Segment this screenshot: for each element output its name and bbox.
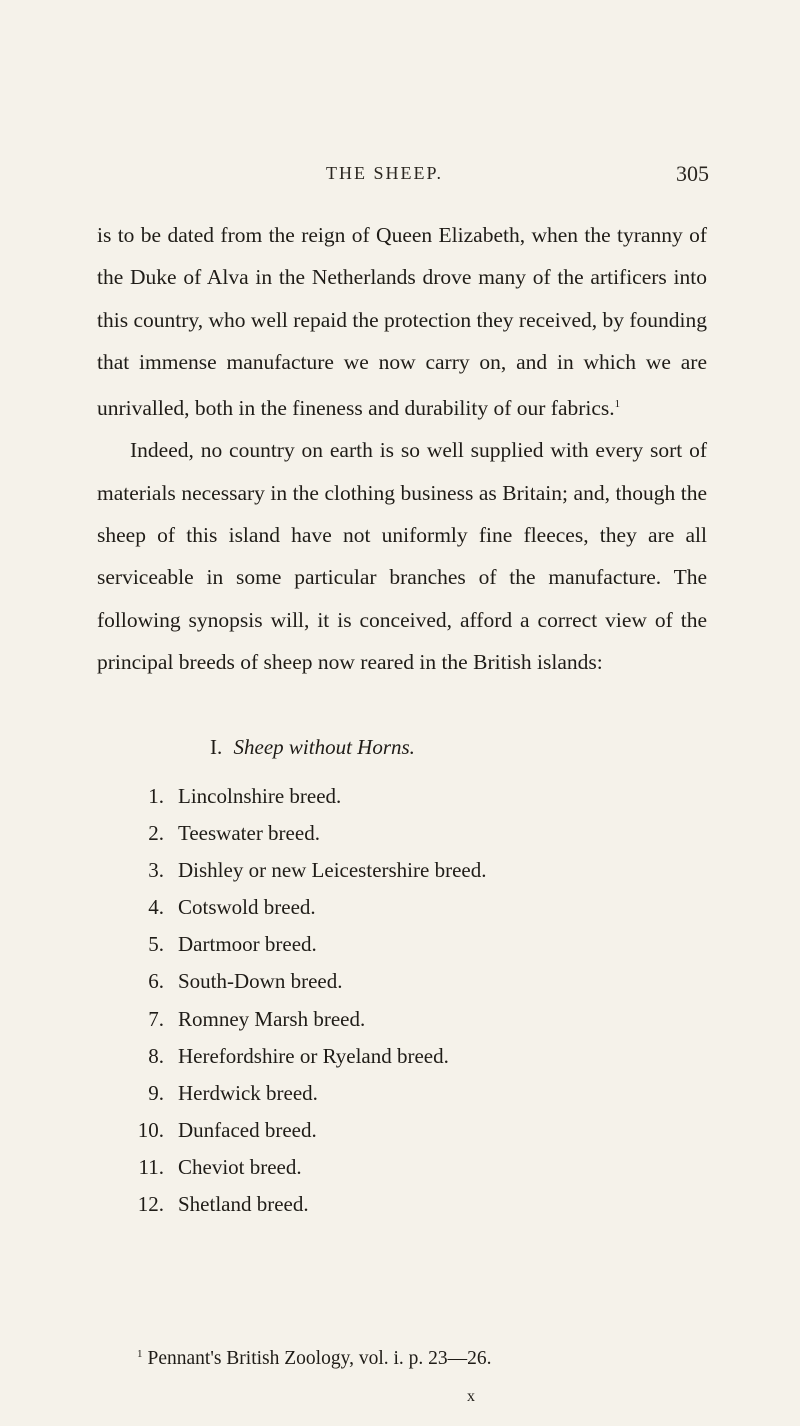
breed-number: 11.: [138, 1154, 164, 1179]
breed-number: 3.: [148, 858, 164, 883]
breed-item: [130, 1075, 486, 1112]
footnote-marker: 1: [137, 1348, 143, 1360]
breed-name: Romney Marsh breed.: [178, 1006, 366, 1031]
breed-number: 12.: [137, 1192, 164, 1217]
breed-list: [130, 778, 486, 1223]
breed-number: 8.: [148, 1043, 164, 1068]
breed-number: 7.: [148, 1006, 164, 1031]
breed-item: [130, 1001, 486, 1038]
breed-number: 5.: [148, 932, 164, 957]
footnote: [137, 1348, 492, 1370]
running-title: THE SHEEP.: [326, 163, 444, 183]
paragraph-1: [97, 214, 707, 429]
breed-item: [130, 778, 486, 815]
breed-name: Dartmoor breed.: [178, 932, 317, 957]
breed-name: Cotswold breed.: [178, 895, 316, 920]
breed-name: Lincolnshire breed.: [178, 784, 342, 808]
breed-item: [130, 963, 486, 1000]
breed-number: 4.: [148, 895, 164, 920]
breed-item: [130, 926, 486, 963]
section-title: Sheep without Horns.: [233, 735, 415, 759]
breed-number: 9.: [148, 1080, 164, 1105]
breed-name: Teeswater breed.: [178, 821, 320, 846]
breed-number: 6.: [148, 969, 164, 994]
body-text: [97, 214, 707, 683]
breed-name: Cheviot breed.: [178, 1154, 302, 1179]
breed-item: [130, 852, 486, 889]
breed-number: 2.: [148, 821, 164, 846]
breed-name: Shetland breed.: [178, 1192, 309, 1217]
breed-name: Dunfaced breed.: [178, 1117, 317, 1142]
signature-mark: x: [467, 1388, 475, 1405]
breed-item: [130, 1186, 486, 1223]
footnote-reference: 1: [614, 398, 621, 411]
page-number: 305: [676, 161, 709, 186]
paragraph-2: Indeed, no country on earth is so well supplied with every sort of materials necessary in the clothing business as Britain; and, though the sheep of this island have not uniformly fine fleeces, they are all serviceable in some particular branches of the manufacture. The following synopsis will, it is conceived, afford a correct view of the principal breeds of sheep now reared in the British islands:: [97, 438, 707, 674]
breed-item: [130, 1038, 486, 1075]
breed-number: 10.: [137, 1117, 164, 1142]
breed-item: [130, 1112, 486, 1149]
breed-name: South-Down breed.: [178, 969, 343, 994]
breed-item: [130, 1149, 486, 1186]
paragraph-1-text: is to be dated from the reign of Queen Elizabeth, when the tyranny of the Duke of Alva in the Netherlands drove many of the artificers into this country, who well repaid the protection they received, by founding that immense manufacture we now carry on, and in which we are unrivalled, both in the fineness and durability of our fabrics.: [97, 223, 707, 421]
footnote-text: Pennant's British Zoology, vol. i. p. 23—26.: [147, 1348, 492, 1369]
breed-name: Herefordshire or Ryeland breed.: [178, 1043, 449, 1068]
breed-name: Herdwick breed.: [178, 1080, 318, 1105]
breed-item: [130, 889, 486, 926]
breed-number: 1.: [148, 784, 164, 808]
page-header: [0, 163, 800, 193]
breed-item: [130, 815, 486, 852]
section-heading: [210, 735, 415, 760]
breed-name: Dishley or new Leicestershire breed.: [178, 858, 487, 883]
section-number: I.: [210, 735, 223, 759]
